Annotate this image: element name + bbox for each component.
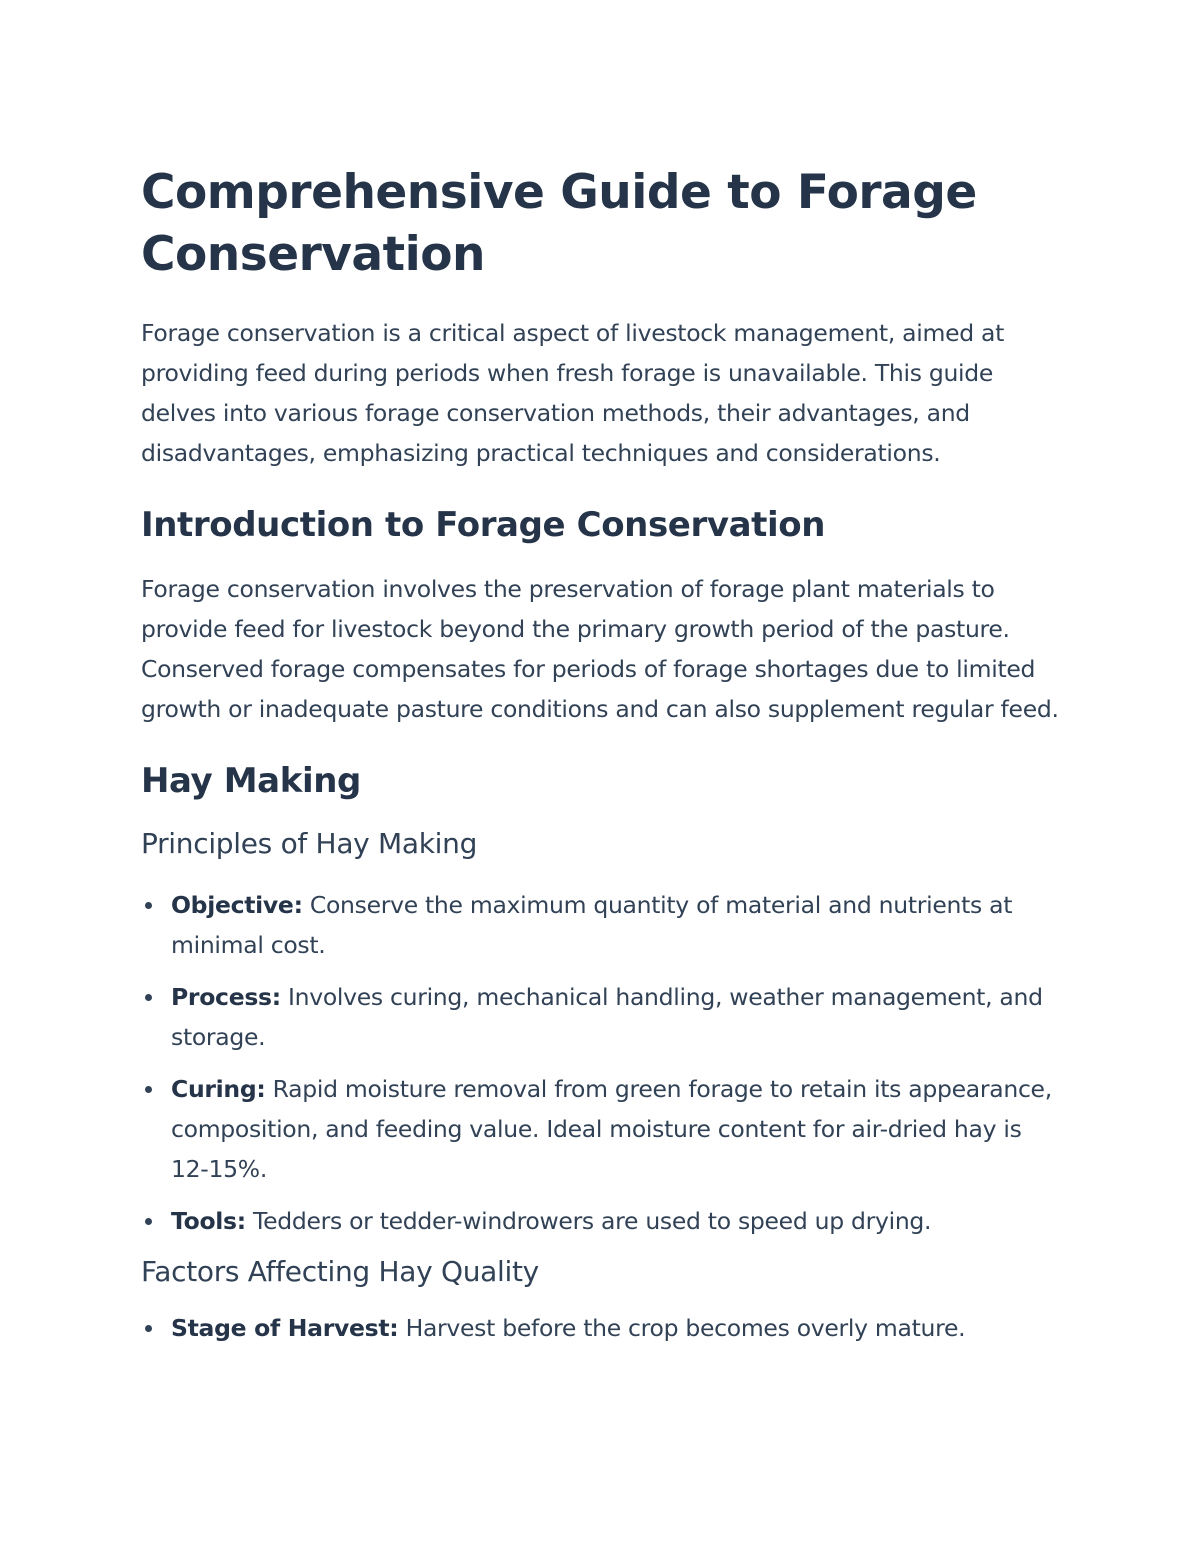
bullet-icon: [145, 902, 152, 909]
bullet-icon: [145, 1218, 152, 1225]
bullet-icon: [145, 1325, 152, 1332]
list-item-text: Rapid moisture removal from green forage to retain its appearance, composition, and feeding value. Ideal moisture content for air-dried hay is 12-15%.: [171, 1075, 1052, 1183]
list-item-term: Tools:: [171, 1207, 246, 1235]
list-item-text: Involves curing, mechanical handling, weather management, and storage.: [171, 983, 1043, 1051]
bullet-icon: [145, 1086, 152, 1093]
list-item-term: Objective:: [171, 891, 303, 919]
list-item: [141, 1069, 1066, 1189]
list-item-text: Tedders or tedder-windrowers are used to speed up drying.: [245, 1207, 932, 1235]
document-page: [141, 162, 1066, 1360]
subheading-factors: Factors Affecting Hay Quality: [141, 1255, 539, 1288]
list-item: [141, 1201, 1066, 1241]
section-heading-introduction: Introduction to Forage Conservation: [141, 505, 825, 545]
factors-list: [141, 1308, 1066, 1348]
document-title: Comprehensive Guide to Forage Conservation: [141, 165, 977, 282]
list-item-term: Process:: [171, 983, 281, 1011]
list-item-text: Harvest before the crop becomes overly mature.: [398, 1314, 966, 1342]
section-heading-hay-making: Hay Making: [141, 761, 361, 801]
subheading-principles: Principles of Hay Making: [141, 827, 478, 860]
list-item-text: Conserve the maximum quantity of material and nutrients at minimal cost.: [171, 891, 1013, 959]
intro-paragraph: Forage conservation is a critical aspect of livestock management, aimed at providing feed during periods when fresh forage is unavailable. This guide delves into various forage conservation methods, their advantages, and disadvantages, emphasizing practical techniques and considerations.: [141, 319, 1005, 467]
list-item: [141, 1308, 1066, 1348]
introduction-paragraph: Forage conservation involves the preservation of forage plant materials to provide feed for livestock beyond the primary growth period of the pasture. Conserved forage compensates for periods of forage shortages due to limited growth or inadequate pasture conditions and can also supplement regular feed.: [141, 575, 1059, 723]
bullet-icon: [145, 994, 152, 1001]
list-item: [141, 885, 1066, 965]
list-item-term: Stage of Harvest:: [171, 1314, 399, 1342]
principles-list: [141, 885, 1066, 1241]
list-item-term: Curing:: [171, 1075, 266, 1103]
list-item: [141, 977, 1066, 1057]
